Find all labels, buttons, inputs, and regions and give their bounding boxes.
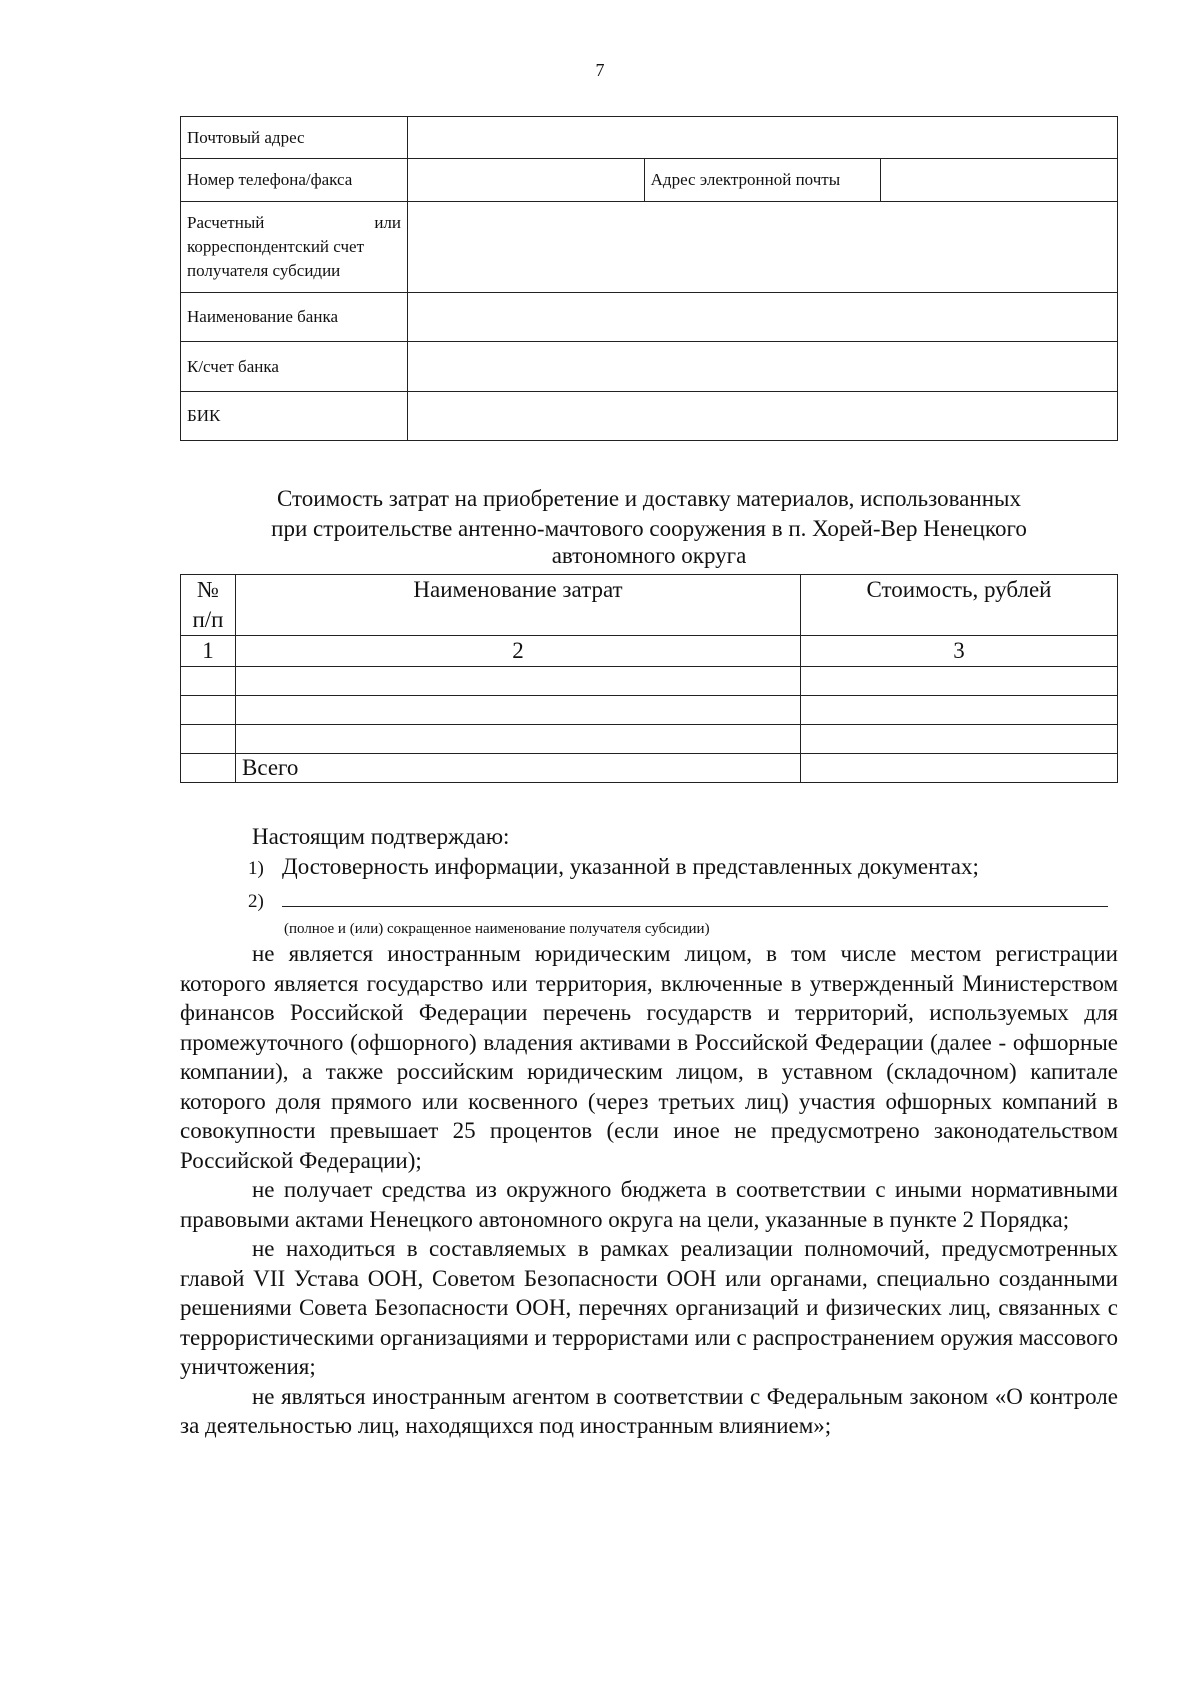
empty-cell[interactable]: [181, 725, 236, 754]
bik-label: БИК: [181, 392, 408, 441]
table-row: [181, 696, 1118, 725]
total-row: [181, 754, 1118, 783]
empty-cell[interactable]: [236, 667, 801, 696]
corr-account-field[interactable]: [408, 342, 1118, 392]
table-header-row: [181, 575, 1118, 636]
table-row: [181, 392, 1118, 441]
empty-cell[interactable]: [181, 696, 236, 725]
postal-address-label: Почтовый адрес: [181, 117, 408, 159]
account-label: [181, 202, 408, 293]
col-num-header-l2: п/п: [192, 607, 224, 632]
col-name-header: Наименование затрат: [236, 575, 801, 636]
account-label-word2: или: [374, 213, 401, 232]
item-text: Достоверность информации, указанной в представленных документах;: [282, 854, 979, 879]
confirm-item-1: [248, 852, 1118, 884]
email-field[interactable]: [881, 159, 1118, 202]
account-label-word1: Расчетный: [187, 213, 265, 232]
bik-field[interactable]: [408, 392, 1118, 441]
paragraph-offshore: не является иностранным юридическим лицом, в том числе местом регистрации которого является государство или территория, включенные в утвержденный Министерством финансов Российской Федерации перечень государств и территорий, используемых для промежуточного (офшорного) владения активами в Российской Федерации (далее - офшорные компании), а также российским юридическим лицом, в уставном (складочном) капитале которого доля прямого или косвенного (через третьих лиц) участия офшорных компаний в совокупности превышает 25 процентов (если иное не предусмотрено законодательством Российской Федерации);: [180, 941, 1118, 1173]
col-index-3: 3: [801, 636, 1118, 667]
total-value-field[interactable]: [801, 754, 1118, 783]
recipient-name-caption: (полное и (или) сокращенное наименование получателя субсидии): [284, 921, 710, 937]
recipient-name-blank[interactable]: [282, 884, 1108, 907]
cost-title-line1: Стоимость затрат на приобретение и доставку материалов, использованных: [277, 486, 1021, 511]
col-num-header-l1: №: [197, 577, 219, 602]
empty-cell[interactable]: [236, 696, 801, 725]
item-number: 1): [248, 858, 264, 879]
paragraph-un-sanctions: не находиться в составляемых в рамках реализации полномочий, предусмотренных главой VII Устава ООН, Советом Безопасности ООН или органами, специально созданными решениями Совета Безопасности ООН, перечнях организаций и физических лиц, связанных с террористическими организациями и террористами или с распространением оружия массового уничтожения;: [180, 1236, 1118, 1379]
table-row: [181, 159, 1118, 202]
page-number: 7: [595, 60, 605, 80]
item-number: 2): [248, 891, 264, 912]
account-label-line3: получателя субсидии: [187, 261, 341, 280]
cost-title-line2: при строительстве антенно-мачтового сооружения в п. Хорей-Вер Ненецкого: [271, 516, 1027, 541]
empty-cell[interactable]: [236, 725, 801, 754]
email-label: Адрес электронной почты: [644, 159, 881, 202]
col-index-2: 2: [236, 636, 801, 667]
confirm-intro: Настоящим подтверждаю:: [252, 824, 510, 849]
phone-fax-label: Номер телефона/факса: [181, 159, 408, 202]
empty-cell[interactable]: [181, 667, 236, 696]
empty-cell[interactable]: [801, 725, 1118, 754]
cost-table: [180, 574, 1118, 783]
table-row: [181, 725, 1118, 754]
table-row: [181, 202, 1118, 293]
cost-title-line3: автономного округа: [551, 543, 747, 568]
bank-name-label: Наименование банка: [181, 293, 408, 342]
empty-cell[interactable]: [801, 696, 1118, 725]
col-index-1: 1: [181, 636, 236, 667]
col-cost-header: Стоимость, рублей: [801, 575, 1118, 636]
paragraph-budget: не получает средства из окружного бюджета в соответствии с иными нормативными правовыми актами Ненецкого автономного округа на цели, указанные в пункте 2 Порядка;: [180, 1177, 1118, 1232]
empty-cell[interactable]: [801, 667, 1118, 696]
postal-address-field[interactable]: [408, 117, 1118, 159]
account-label-line2: корреспондентский счет: [187, 237, 365, 256]
account-field[interactable]: [408, 202, 1118, 293]
phone-fax-field[interactable]: [408, 159, 645, 202]
bank-name-field[interactable]: [408, 293, 1118, 342]
table-row: [181, 117, 1118, 159]
total-label: Всего: [236, 754, 801, 783]
table-row: [181, 342, 1118, 392]
table-row: [181, 636, 1118, 667]
paragraph-foreign-agent: не являться иностранным агентом в соответствии с Федеральным законом «О контроле за деятельностью лиц, находящихся под иностранным влиянием»;: [180, 1383, 1118, 1438]
table-row: [181, 667, 1118, 696]
confirm-item-2: [248, 884, 1118, 917]
corr-account-label: К/счет банка: [181, 342, 408, 392]
col-num-header: [181, 575, 236, 636]
empty-cell: [181, 754, 236, 783]
confirmation-section: [180, 822, 1118, 1441]
table-row: [181, 293, 1118, 342]
recipient-details-table: [180, 116, 1118, 441]
cost-section-title: [180, 484, 1118, 568]
